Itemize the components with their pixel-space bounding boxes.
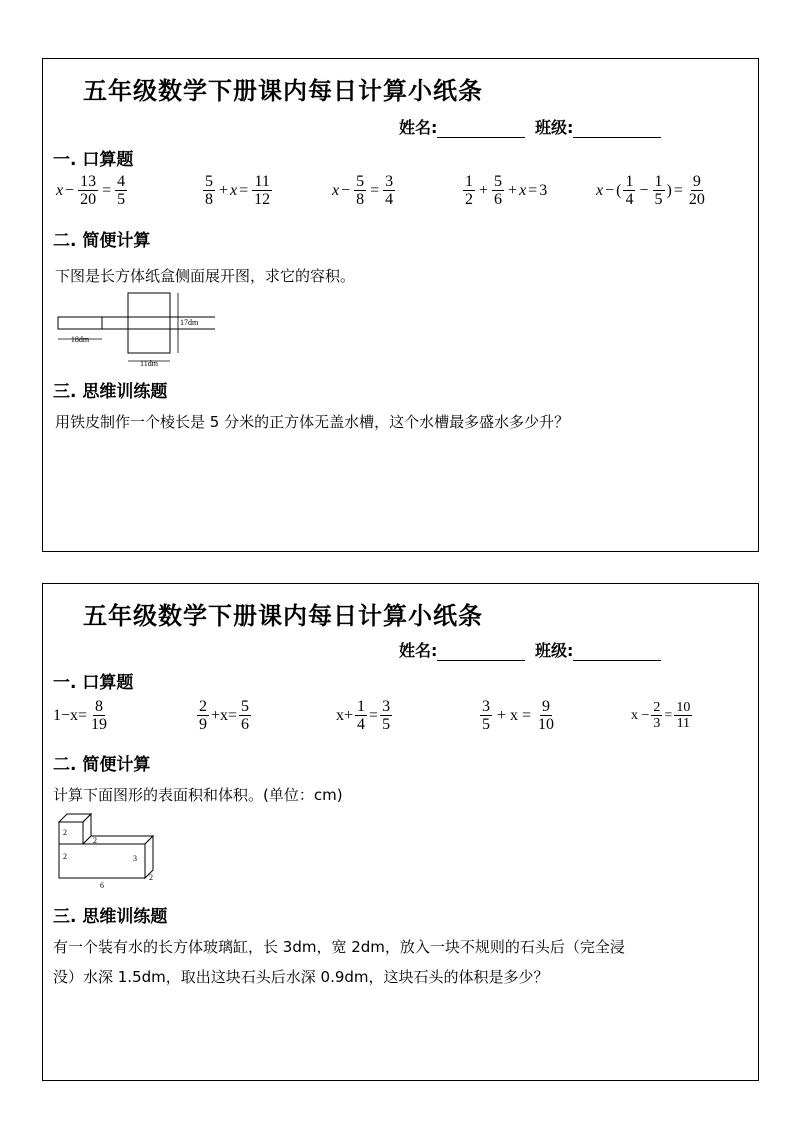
label-18dm: 18dm [70,335,90,344]
name-blank[interactable] [437,644,525,661]
worksheet-card-2 [42,583,759,1081]
section-thinking: 三. 思维训练题 [53,907,168,927]
equation-2: $\frac{5}{8}$ + x = $\frac{11}{12}$ [205,173,271,208]
card-title: 五年级数学下册课内每日计算小纸条 [83,77,483,105]
problem-surface-volume: 计算下面图形的表面积和体积。(单位：cm) [53,786,343,804]
problem-unfold-box: 下图是长方体纸盒侧面展开图，求它的容积。 [55,267,356,285]
name-blank[interactable] [437,121,525,138]
equation-1: 1−x= $\frac{8}{19}$ [53,698,108,733]
label-cuboid-depth-front: 3 [133,854,137,863]
composite-cuboid-figure [55,808,159,890]
name-class-row [399,115,661,138]
class-blank[interactable] [573,644,661,661]
equation-5: x − $\frac{2}{3}$ = $\frac{10}{11}$ [631,700,691,731]
problem-water-tank: 用铁皮制作一个棱长是 5 分米的正方体无盖水槽，这个水槽最多盛水多少升？ [55,413,570,431]
label-cuboid-depth: 2 [149,873,153,882]
name-label: 姓名: [399,118,438,137]
section-oral-calc: 一. 口算题 [53,673,134,693]
box-net-figure [55,287,215,371]
name-class-row [399,638,661,661]
equation-4: $\frac{1}{2}$ + $\frac{5}{6}$ + x = 3 [465,173,548,208]
label-11dm: 11dm [140,359,158,368]
label-cuboid-length: 6 [100,881,104,890]
section-simplify: 二. 简便计算 [53,231,151,251]
section-simplify: 二. 简便计算 [53,755,151,775]
problem-stone-line-2: 没）水深 1.5dm，取出这块石头后水深 0.9dm，这块石头的体积是多少？ [53,968,549,986]
section-oral-calc: 一. 口算题 [53,150,134,170]
name-label: 姓名: [399,641,438,660]
card-title: 五年级数学下册课内每日计算小纸条 [83,602,483,630]
problem-stone-line-1: 有一个装有水的长方体玻璃缸，长 3dm，宽 2dm，放入一块不规则的石头后（完全浸 [53,938,625,956]
net-face [128,293,170,353]
equation-3: x − $\frac{5}{8}$ = $\frac{3}{4}$ [332,173,394,208]
equation-1: x − $\frac{13}{20}$ = $\frac{4}{5}$ [56,173,126,208]
class-label: 班级: [534,641,574,660]
label-17dm: 17dm [180,318,199,327]
equation-5: x − ( $\frac{1}{4}$ − $\frac{1}{5}$ ) = $\frac{9}{20}$ [596,173,705,208]
equation-4: $\frac{3}{5}$ + x = $\frac{9}{10}$ [482,698,555,733]
label-cube-height: 2 [63,828,67,837]
class-label: 班级: [534,118,574,137]
section-thinking: 三. 思维训练题 [53,382,168,402]
class-blank[interactable] [573,121,661,138]
equation-2: $\frac{2}{9}$ +x= $\frac{5}{6}$ [199,698,250,733]
worksheet-card-1 [42,58,759,552]
label-cuboid-height: 2 [63,852,67,861]
equation-3: x+ $\frac{1}{4}$ = $\frac{3}{5}$ [336,698,391,733]
label-cube-width: 2 [93,836,97,845]
